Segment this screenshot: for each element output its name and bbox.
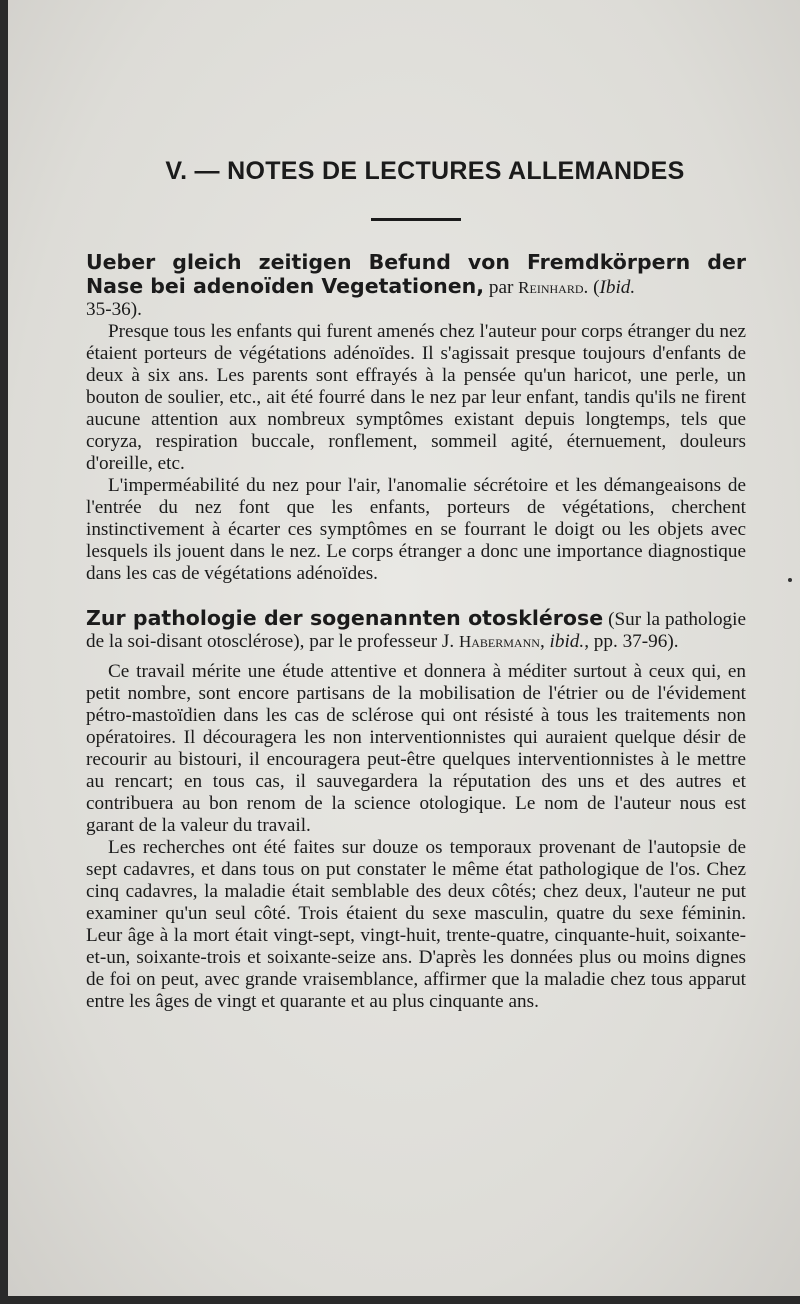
chapter-title: V. — NOTES DE LECTURES ALLEMANDES	[165, 157, 685, 185]
entry-author: Habermann	[458, 632, 540, 651]
entry-heading-de: Ueber gleich zeitigen Befund von Fremdkörpern der Nase bei adenoïden Vegetationen,	[86, 250, 746, 298]
paragraph: Presque tous les enfants qui furent amenés chez l'auteur pour corps étranger du nez étaient porteurs de végétations adénoïdes. Il s'agissait presque toujours d'enfants de deux à six ans. Les parents sont effrayés à la pensée qu'un haricot, une perle, un bouton de soulier, etc., ait été fourré dans le nez par leur enfant, tandis qu'ils ne firent aucune attention aux nombreux symptômes existant depuis longtemps, tels que coryza, respiration buccale, ronflement, sommeil agité, éternuement, douleurs d'oreille, etc.	[86, 321, 746, 474]
margin-speck	[788, 578, 792, 582]
section-gap	[86, 585, 746, 607]
entry-author: Reinhard	[518, 278, 584, 297]
entry-ref-open: . (	[583, 277, 600, 298]
paragraph: L'imperméabilité du nez pour l'air, l'anomalie sécrétoire et les démangeaisons de l'entrée du nez font que les enfants, porteurs de végétations, cherchent instinctivement à écarter ces symptômes en se fourrant le doigt ou les objets avec lesquels ils jouent dans le nez. Le corps étranger a donc une importance diagnostique dans les cas de végétations adénoïdes.	[86, 475, 746, 584]
entry-heading-fr: (Sur la pathologie de la soi-disant otosclérose), par le professeur J.	[86, 609, 746, 652]
entry-heading-2: Zur pathologie der sogenannten otosklérose (Sur la pathologie de la soi-disant otosclérose), par le professeur J. Habermann, ibid., pp. 37-96).	[86, 606, 746, 652]
scan-edge-left	[0, 0, 8, 1304]
paragraph: Ce travail mérite une étude attentive et donnera à méditer surtout à ceux qui, en petit nombre, sont encore partisans de la mobilisation de l'étrier ou de l'évidement pétro-mastoïdien dans les cas de sclérose qui ont résisté à tous les traitements non opératoires. Il découragera les non interventionnistes qui auraient quelque désir de recourir au bistouri, il encouragera peut-être quelques interventionnistes à le mettre au rencart; en tous cas, il sauvegardera la réputation des uns et des autres et contribuera au bon renom de la science otologique. Le nom de l'auteur nous est garant de la valeur du travail.	[86, 661, 746, 836]
entry-heading-par: par	[484, 277, 519, 298]
title-rule	[371, 218, 461, 221]
entry-ref-italic: ibid.	[549, 631, 585, 652]
entry-ref-italic: Ibid.	[599, 277, 636, 298]
page-content	[86, 157, 746, 1013]
entry-ref-pages: 35-36).	[86, 299, 142, 320]
entry-heading-de: Zur pathologie der sogenannten otosklérose	[86, 606, 604, 630]
entry-heading-1	[86, 251, 746, 321]
paragraph: Les recherches ont été faites sur douze os temporaux provenant de l'autopsie de sept cadavres, et dans tous on put constater le même état pathologique de l'os. Chez cinq cadavres, la maladie était semblable des deux côtés; chez deux, l'auteur ne put examiner qu'un seul côté. Trois étaient du sexe masculin, quatre du sexe féminin. Leur âge à la mort était vingt-sept, vingt-huit, trente-quatre, cinquante-huit, soixante-et-un, soixante-trois et soixante-seize ans. D'après les données plus ou moins dignes de foi on peut, avec grande vraisemblance, affirmer que la maladie chez tous apparut entre les âges de vingt et quarante et au plus cinquante ans.	[86, 837, 746, 1012]
entry-ref-pages: , pp. 37-96).	[584, 631, 679, 652]
scan-edge-bottom	[0, 1296, 800, 1304]
